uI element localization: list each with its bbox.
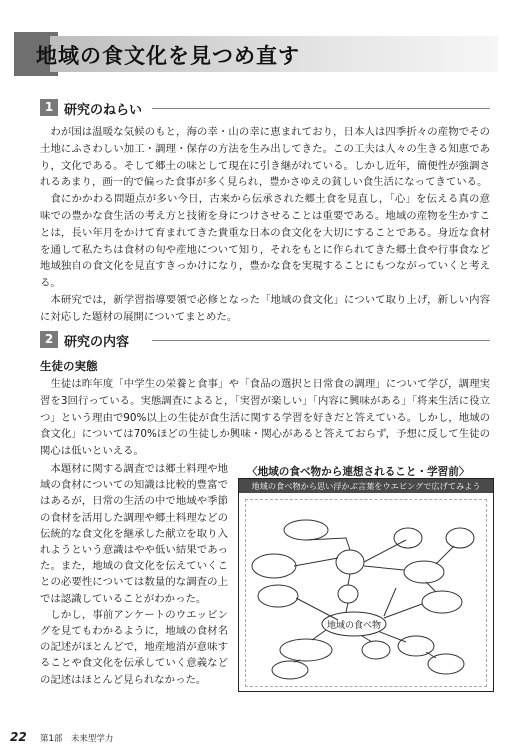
page-number: 22 xyxy=(10,730,27,744)
section-2-left-paragraph: しかし，事前アンケートのウエッビングを見てもわかるように，地域の食材名の記述がほとんどで，地産地消が意味することや食文化を伝承していく意義などの記述はほとんど見られなかった。 xyxy=(40,608,228,686)
webbing-diagram xyxy=(246,500,486,686)
webbing-sketch xyxy=(245,499,487,687)
section-1-rule xyxy=(152,108,490,109)
center-label: 地域の食べ物 xyxy=(326,621,382,631)
subheading-student-status: 生徒の実態 xyxy=(40,359,98,373)
section-1-paragraph: 食にかかわる問題点が多い今日，古来から伝承された郷土食を見直し，「心」を伝える真の意味での豊かな食生活の考え方と技術を身につけさせることは重要である。地域の産物を生かすことは，長い年月をかけて育まれてきた貴重な日本の食文化を大切にすることである。身近な食材を通して私たちは食材の旬や産地について知り，それをもとに作られてきた郷土食や行事食など地域独自の食文化を見直すきっかけになり，豊かな食を実現することにもつながっていくと考える。 xyxy=(40,193,490,290)
section-1-paragraph: わが国は温暖な気候のもと，海の幸・山の幸に恵まれており，日本人は四季折々の産物でその土地にふさわしい加工・調理・保存の方法を生み出してきた。この工夫は人々の生きる知恵であり，文化である。そして郷土の味として現在に引き継がれている。しかし近年，簡便性が強調されるあまり，画一的で偏った食事が多く見られ，豊かさゆえの貧しい食生活になってきている。 xyxy=(40,126,490,189)
figure-instruction-band: 地域の食べ物から思い浮かぶ言葉をウエビングで広げてみよう xyxy=(239,479,493,493)
section-1-heading xyxy=(40,98,490,118)
section-1-number: 1 xyxy=(40,99,58,116)
section-2-intro-paragraph: 生徒は昨年度「中学生の栄養と食事」や「食品の選択と日常食の調理」について学び，調理実習を3回行っている。実態調査によると，「実習が楽しい」「内容に興味がある」「将来生活に役立つ」という理由で90%以上の生徒が食生活に関する学習を好きだと答えている。しかし，地域の食文化」については70%ほどの生徒しか興味・関心があると答えておらず，予想に反して生徒の関心は低いといえる。 xyxy=(40,378,490,458)
section-1-paragraph: 本研究では，新学習指導要領で必修となった「地域の食文化」について取り上げ，新しい内容に対応した題材の展開についてまとめた。 xyxy=(40,293,490,323)
section-2-number: 2 xyxy=(40,331,58,348)
section-2-left-column xyxy=(40,461,228,688)
section-2-intro xyxy=(40,376,490,460)
section-2-title: 研究の内容 xyxy=(64,335,130,350)
section-2-left-paragraph: 本題材に関する調査では郷土料理や地域の食材についての知識は比較的豊富ではあるが，日常の生活の中で地域や季節の食材を活用した調理や郷土料理などの伝統的な食文化を継承した献立を取り入れようという意識はやや低い結果であった。また，地域の食文化を伝えていくことの必要性については数量的な調査の上では認識していることがわかった。 xyxy=(40,463,228,605)
section-2-rule xyxy=(152,340,490,341)
page-title: 地域の食文化を見つめ直す xyxy=(36,44,300,68)
footer-label: 第1部 未来型学力 xyxy=(40,734,114,744)
figure-title: 〈地域の食べ物から連想されること・学習前〉 xyxy=(247,466,470,478)
title-banner xyxy=(14,32,498,76)
section-1-body xyxy=(40,124,490,326)
section-1-title: 研究のねらい xyxy=(64,103,143,118)
webbing-figure xyxy=(238,478,494,692)
section-2-heading xyxy=(40,330,490,350)
